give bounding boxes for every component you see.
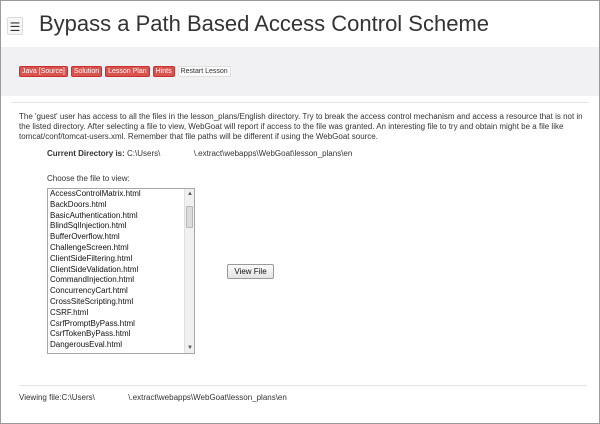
java-source-button[interactable]: Java [Source] bbox=[19, 66, 68, 77]
list-scrollbar[interactable] bbox=[184, 189, 194, 353]
page-header bbox=[1, 1, 599, 47]
lesson-button-group bbox=[19, 66, 231, 77]
file-option[interactable]: CSRF.html bbox=[50, 307, 89, 317]
file-option[interactable]: BufferOverflow.html bbox=[50, 232, 120, 242]
current-directory-value: C:\Users\ \.extract\webapps\WebGoat\lesson_plans\en bbox=[124, 149, 353, 158]
scroll-thumb[interactable] bbox=[186, 206, 193, 228]
scroll-down-arrow-icon[interactable]: ▼ bbox=[187, 345, 193, 351]
file-option[interactable]: BackDoors.html bbox=[50, 199, 107, 209]
view-file-button[interactable]: View File bbox=[227, 264, 274, 279]
choose-file-label: Choose the file to view: bbox=[47, 174, 130, 183]
file-option[interactable]: ClientSideValidation.html bbox=[50, 264, 139, 274]
file-option[interactable]: AccessControlMatrix.html bbox=[50, 189, 141, 198]
file-select-list[interactable] bbox=[47, 188, 195, 354]
file-option[interactable]: ConcurrencyCart.html bbox=[50, 286, 128, 296]
solution-button[interactable]: Solution bbox=[71, 66, 102, 77]
current-directory-label: Current Directory is: bbox=[47, 149, 125, 158]
file-option[interactable]: CsrfPromptByPass.html bbox=[50, 318, 135, 328]
file-option[interactable]: BasicAuthentication.html bbox=[50, 210, 138, 220]
hints-button[interactable]: Hints bbox=[153, 66, 175, 77]
scroll-up-arrow-icon[interactable]: ▲ bbox=[187, 191, 193, 197]
restart-lesson-button[interactable]: Restart Lesson bbox=[178, 66, 231, 77]
page-title: Bypass a Path Based Access Control Scheme bbox=[39, 11, 490, 36]
file-option[interactable]: CommandInjection.html bbox=[50, 275, 135, 285]
lesson-plan-button[interactable]: Lesson Plan bbox=[105, 66, 150, 77]
file-option[interactable]: ChallengeScreen.html bbox=[50, 242, 129, 252]
hamburger-menu-icon[interactable]: ☰ bbox=[7, 17, 23, 35]
divider bbox=[19, 385, 587, 386]
file-option[interactable]: CrossSiteScripting.html bbox=[50, 296, 134, 306]
file-option[interactable]: BlindSqlInjection.html bbox=[50, 221, 127, 231]
current-directory bbox=[47, 149, 352, 158]
file-option[interactable]: CsrfTokenByPass.html bbox=[50, 329, 131, 339]
file-option[interactable]: DangerousEval.html bbox=[50, 340, 123, 350]
file-option[interactable]: ClientSideFiltering.html bbox=[50, 253, 133, 263]
lesson-description: The 'guest' user has access to all the files in the lesson_plans/English directory. Try to break the access control mechanism and access a resource that is not in the listed directory. After selecting a file to view, WebGoat will report if access to the file was granted. An interesting file to try and obtain might be a file like tomcat/conf/tomcat-users.xml. Remember that file paths will be different if using the WebGoat source. bbox=[19, 112, 583, 141]
viewing-file-status: Viewing file:C:\Users\ \.extract\webapps\WebGoat\lesson_plans\en bbox=[19, 393, 287, 402]
